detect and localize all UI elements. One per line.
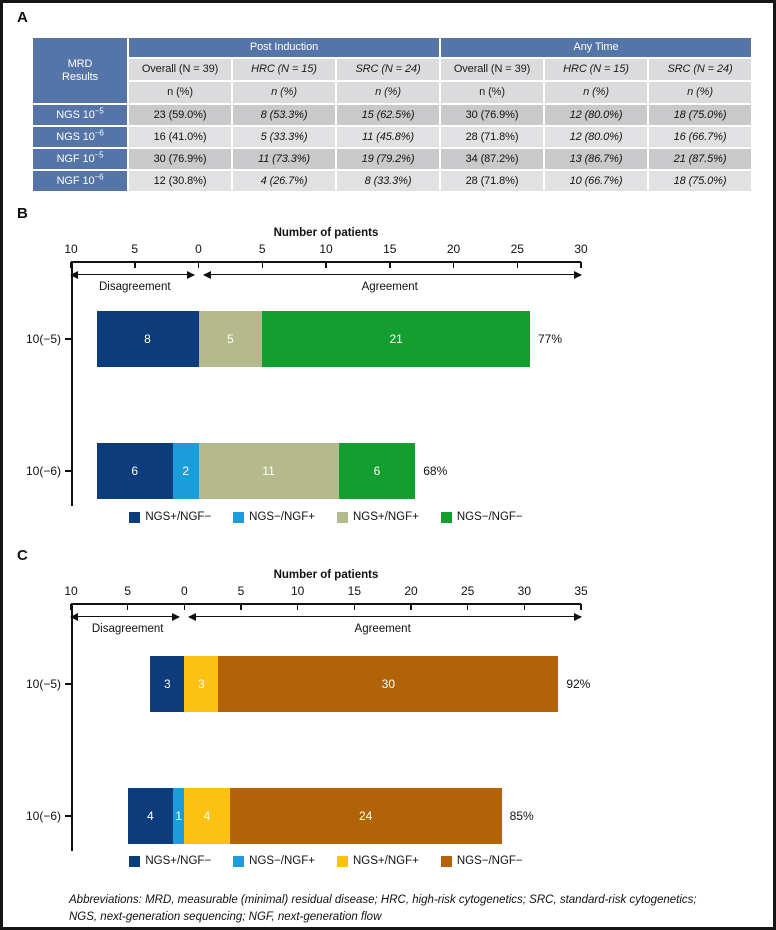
table-group-header: Post Induction xyxy=(128,37,440,58)
disagreement-label: Disagreement xyxy=(91,623,164,635)
legend-swatch xyxy=(129,856,140,867)
bar-value: 2 xyxy=(182,464,190,478)
agreement-arrow xyxy=(189,616,581,617)
abbreviations-footnote: Abbreviations: MRD, measurable (minimal) residual disease; HRC, high-risk cytogenetics; SRC, standard-risk cytogenetics; NGS, next-generation sequencing; NGF, next-generation flow xyxy=(69,894,697,923)
legend xyxy=(71,855,581,867)
legend-item xyxy=(129,855,211,867)
table-column-header: HRC (N = 15) xyxy=(232,58,336,81)
x-tick-label: 25 xyxy=(460,584,475,598)
mrd-results-table xyxy=(31,36,753,193)
table-row xyxy=(32,170,752,192)
table-cell: 8 (33.3%) xyxy=(336,170,440,192)
table-cell: 12 (80.0%) xyxy=(544,104,648,126)
legend-label: NGS+/NGF+ xyxy=(353,511,419,523)
table-cell: 11 (45.8%) xyxy=(336,126,440,148)
table-unit-cell: n (%) xyxy=(544,81,648,104)
table-cell: 18 (75.0%) xyxy=(648,104,752,126)
table-column-header: HRC (N = 15) xyxy=(544,58,648,81)
table-group-header: Any Time xyxy=(440,37,752,58)
table-column-header: SRC (N = 24) xyxy=(336,58,440,81)
table-row xyxy=(32,148,752,170)
table-corner-line2: Results xyxy=(62,70,98,83)
x-tick-mark xyxy=(389,262,391,268)
x-tick-label: 5 xyxy=(124,584,131,598)
table-group-header-row xyxy=(32,37,752,58)
bar-value: 5 xyxy=(227,332,234,346)
x-tick-label: 10 xyxy=(319,242,333,256)
x-tick-mark xyxy=(240,604,242,610)
table-cell: 21 (87.5%) xyxy=(648,148,752,170)
table-row-label: NGS $10^{-6}$ xyxy=(32,126,128,148)
table-cell: 11 (73.3%) xyxy=(232,148,336,170)
x-tick-label: 20 xyxy=(404,584,418,598)
chart-title: Number of patients xyxy=(273,569,379,581)
bar-value: 6 xyxy=(131,464,139,478)
x-tick-label: 10 xyxy=(64,242,78,256)
x-tick-mark xyxy=(354,604,356,610)
legend-swatch xyxy=(337,512,348,523)
table-cell: 34 (87.2%) xyxy=(440,148,544,170)
bar-segment xyxy=(230,788,502,844)
x-tick-label: 25 xyxy=(510,242,524,256)
y-axis-label: 10(−5) xyxy=(25,677,61,691)
x-tick-label: 20 xyxy=(446,242,461,256)
legend-item xyxy=(337,511,419,523)
legend-swatch xyxy=(233,856,244,867)
x-tick-mark xyxy=(325,262,327,268)
legend-item xyxy=(337,855,419,867)
table-unit-cell: n (%) xyxy=(232,81,336,104)
bar-value: 24 xyxy=(358,809,373,823)
y-axis-line xyxy=(71,261,73,506)
table-cell: 8 (53.3%) xyxy=(232,104,336,126)
bar-segment xyxy=(128,788,173,844)
legend-label: NGS−/NGF− xyxy=(456,855,523,867)
agreement-percent: 77% xyxy=(538,332,563,346)
legend-swatch xyxy=(337,856,348,867)
panel-label-b: B xyxy=(17,205,28,222)
table-cell: 12 (80.0%) xyxy=(544,126,648,148)
agreement-percent: 85% xyxy=(509,809,534,823)
legend-item xyxy=(129,511,211,523)
table-cell: 10 (66.7%) xyxy=(544,170,648,192)
disagreement-label: Disagreement xyxy=(98,281,171,293)
x-tick-mark xyxy=(410,604,412,610)
legend-swatch xyxy=(441,856,452,867)
legend-item xyxy=(233,855,315,867)
table-cell: 30 (76.9%) xyxy=(128,148,232,170)
bar-segment xyxy=(97,311,199,367)
table-column-header-row xyxy=(32,58,752,81)
x-tick-label: 30 xyxy=(517,584,532,598)
table-unit-cell: n (%) xyxy=(128,81,232,104)
bar-value: 4 xyxy=(146,809,154,823)
x-tick-mark xyxy=(580,262,582,268)
x-tick-label: 10 xyxy=(64,584,78,598)
table-row xyxy=(32,104,752,126)
x-tick-mark xyxy=(467,604,469,610)
x-tick-label: 0 xyxy=(180,584,188,598)
bar-segment xyxy=(262,311,530,367)
table-column-header: Overall (N = 39) xyxy=(440,58,544,81)
legend-swatch xyxy=(233,512,244,523)
bar-segment xyxy=(150,656,184,712)
bar-segment xyxy=(173,443,199,499)
table-cell: 30 (76.9%) xyxy=(440,104,544,126)
agreement-label: Agreement xyxy=(361,281,418,293)
x-tick-label: 5 xyxy=(131,242,139,256)
bar-value: 1 xyxy=(175,809,182,823)
agreement-label: Agreement xyxy=(354,623,411,635)
bar-value: 30 xyxy=(381,677,395,691)
x-tick-label: 30 xyxy=(574,242,588,256)
x-axis-line xyxy=(71,261,581,263)
bar-value: 6 xyxy=(373,464,381,478)
table-cell: 19 (79.2%) xyxy=(336,148,440,170)
y-axis-bar-tick xyxy=(65,470,71,472)
x-tick-mark xyxy=(453,262,455,268)
legend-label: NGS−/NGF− xyxy=(456,511,523,523)
legend-label: NGS+/NGF− xyxy=(145,511,212,523)
bar-segment xyxy=(218,656,558,712)
table-cell: 23 (59.0%) xyxy=(128,104,232,126)
agreement-percent: 68% xyxy=(423,464,448,478)
table-corner-cell xyxy=(32,37,128,104)
legend xyxy=(71,511,581,523)
bar-segment xyxy=(173,788,184,844)
table-column-header: SRC (N = 24) xyxy=(648,58,752,81)
bar-value: 21 xyxy=(389,332,403,346)
table-cell: 4 (26.7%) xyxy=(232,170,336,192)
legend-item xyxy=(441,855,523,867)
bar-value: 3 xyxy=(197,677,205,691)
x-tick-label: 5 xyxy=(258,242,266,256)
table-row-label: NGF $10^{-5}$ xyxy=(32,148,128,170)
x-tick-mark xyxy=(580,604,582,610)
y-axis-label: 10(−6) xyxy=(25,809,61,823)
chart-panel-c xyxy=(3,569,776,879)
legend-label: NGS−/NGF+ xyxy=(249,855,315,867)
table-cell: 28 (71.8%) xyxy=(440,170,544,192)
legend-swatch xyxy=(441,512,452,523)
table-unit-cell: n (%) xyxy=(648,81,752,104)
table-cell: 12 (30.8%) xyxy=(128,170,232,192)
x-tick-mark xyxy=(184,604,186,610)
y-axis-bar-tick xyxy=(65,683,71,685)
legend-swatch xyxy=(129,512,140,523)
x-tick-label: 0 xyxy=(195,242,202,256)
y-axis-bar-tick xyxy=(65,815,71,817)
bar-value: 3 xyxy=(163,677,171,691)
agreement-arrow xyxy=(204,274,582,275)
agreement-percent: 92% xyxy=(566,677,591,691)
disagreement-arrow xyxy=(71,274,194,275)
table-cell: 5 (33.3%) xyxy=(232,126,336,148)
x-tick-mark xyxy=(517,262,519,268)
table-column-header: Overall (N = 39) xyxy=(128,58,232,81)
x-tick-mark xyxy=(127,604,129,610)
table-unit-cell: n (%) xyxy=(336,81,440,104)
panel-label-c: C xyxy=(17,547,28,564)
table-cell: 13 (86.7%) xyxy=(544,148,648,170)
table-cell: 18 (75.0%) xyxy=(648,170,752,192)
bar-value: 4 xyxy=(203,809,211,823)
table-unit-row xyxy=(32,81,752,104)
table-unit-cell: n (%) xyxy=(440,81,544,104)
y-axis-bar-tick xyxy=(65,338,71,340)
x-tick-label: 15 xyxy=(383,242,397,256)
table-row xyxy=(32,126,752,148)
bar-segment xyxy=(199,311,263,367)
table-row-label: NGS $10^{-5}$ xyxy=(32,104,128,126)
bar-segment xyxy=(339,443,416,499)
bar-segment xyxy=(199,443,339,499)
table-cell: 16 (66.7%) xyxy=(648,126,752,148)
panel-label-a: A xyxy=(17,9,28,26)
y-axis-label: 10(−6) xyxy=(25,464,61,478)
bar-segment xyxy=(184,788,229,844)
table-corner-line1: MRD xyxy=(67,57,93,70)
x-tick-label: 15 xyxy=(347,584,362,598)
bar-segment xyxy=(97,443,174,499)
y-axis-label: 10(−5) xyxy=(25,332,61,346)
disagreement-arrow xyxy=(71,616,179,617)
bar-value: 8 xyxy=(144,332,151,346)
legend-label: NGS+/NGF− xyxy=(145,855,212,867)
x-tick-label: 5 xyxy=(237,584,245,598)
x-tick-mark xyxy=(262,262,264,268)
table-cell: 15 (62.5%) xyxy=(336,104,440,126)
x-tick-mark xyxy=(524,604,526,610)
y-axis-line xyxy=(71,603,73,851)
x-tick-label: 35 xyxy=(574,584,588,598)
legend-label: NGS+/NGF+ xyxy=(353,855,419,867)
x-tick-mark xyxy=(134,262,136,268)
x-tick-mark xyxy=(198,262,200,268)
legend-label: NGS−/NGF+ xyxy=(249,511,315,523)
legend-item xyxy=(233,511,315,523)
bar-segment xyxy=(184,656,218,712)
x-tick-mark xyxy=(297,604,299,610)
chart-title: Number of patients xyxy=(273,227,379,239)
chart-panel-b xyxy=(3,227,776,537)
table-cell: 28 (71.8%) xyxy=(440,126,544,148)
legend-item xyxy=(441,511,523,523)
table-row-label: NGF $10^{-6}$ xyxy=(32,170,128,192)
x-axis-line xyxy=(71,603,581,605)
x-tick-label: 10 xyxy=(290,584,305,598)
table-cell: 16 (41.0%) xyxy=(128,126,232,148)
bar-value: 11 xyxy=(262,464,275,478)
